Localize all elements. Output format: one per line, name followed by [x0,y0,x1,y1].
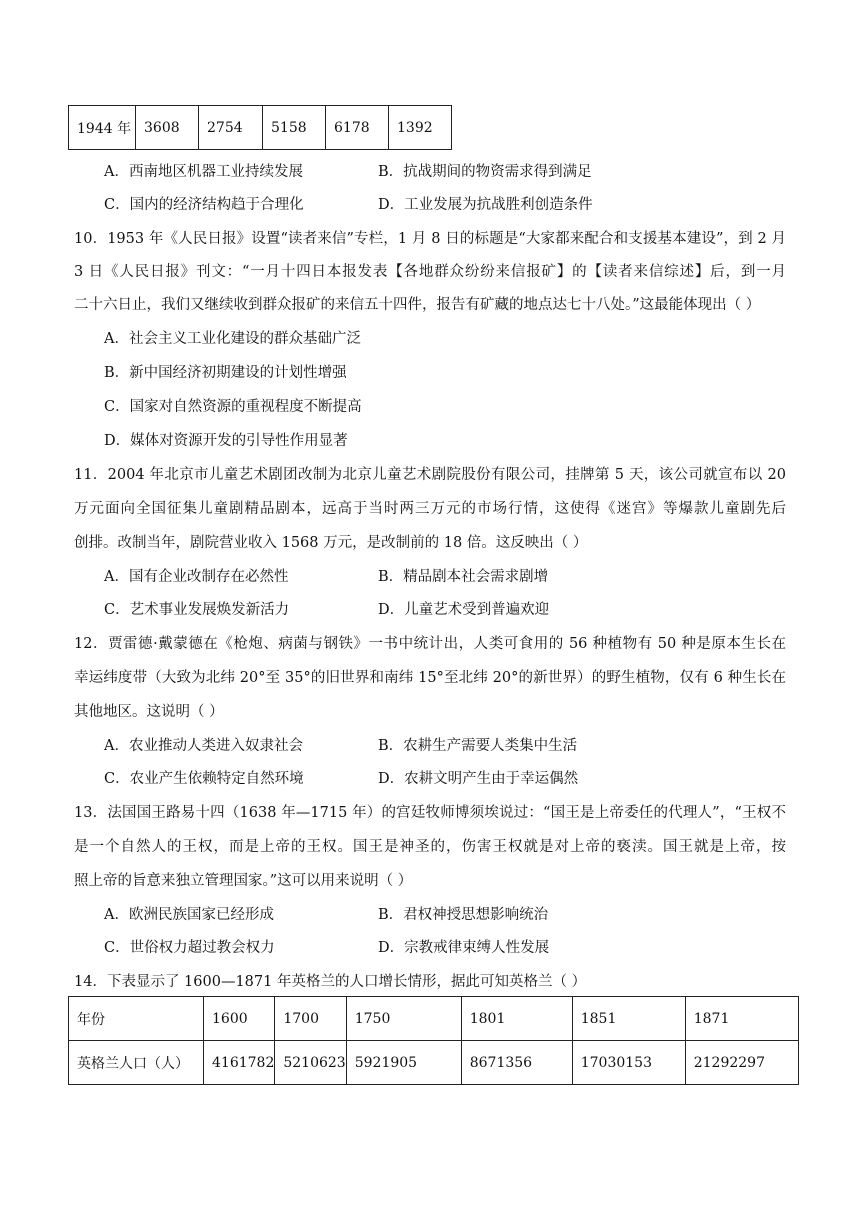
table-cell: 5158 [263,106,326,150]
q10-stem-line-3: 二十六日止，我们又继续收到群众报矿的来信五十四件，报告有矿藏的地点达七十八处。”这最能体现出（ ） [74,297,761,313]
q11-option-d[interactable]: D．儿童艺术受到普遍欢迎 [378,602,550,618]
table-header-cell: 1750 [346,997,461,1041]
table-cell: 8671356 [461,1041,572,1085]
table-header-cell: 1871 [685,997,798,1041]
table-header-cell: 1600 [204,997,275,1041]
q10-option-d[interactable]: D．媒体对资源开发的引导性作用显著 [104,433,348,449]
q13-option-d[interactable]: D．宗教戒律束缚人性发展 [378,940,550,956]
q13-option-a[interactable]: A．欧洲民族国家已经形成 [104,907,274,923]
q14-stem: 14．下表显示了 1600—1871 年英格兰的人口增长情形，据此可知英格兰（ ） [74,974,587,990]
q13-option-c[interactable]: C．世俗权力超过教会权力 [104,940,275,956]
q13-option-b[interactable]: B．君权神授思想影响统治 [378,907,549,923]
q13-stem-line-3: 照上帝的旨意来独立管理国家。”这可以用来说明（ ） [74,873,413,889]
table-cell: 1392 [389,106,452,150]
q12-stem-line-1: 12．贾雷德·戴蒙德在《枪炮、病菌与钢铁》一书中统计出，人类可食用的 56 种植物有 50 种是原本生长在 [74,636,786,652]
table-header-cell: 1700 [275,997,346,1041]
q13-stem-line-2: 是一个自然人的王权，而是上帝的王权。国王是神圣的，伤害王权就是对上帝的亵渎。国王就是上帝，按 [74,839,786,855]
q9-option-a[interactable]: A．西南地区机器工业持续发展 [104,164,303,180]
q14-population-table [68,996,799,1085]
q12-option-a[interactable]: A．农业推动人类进入奴隶社会 [104,738,303,754]
q11-option-c[interactable]: C．艺术事业发展焕发新活力 [104,602,290,618]
table-cell: 1944 年 [69,106,136,150]
table-cell: 6178 [326,106,389,150]
q10-stem-line-2: 3 日《人民日报》刊文：“一月十四日本报发表【各地群众纷纷来信报矿】的【读者来信综述】后，到一月 [74,264,786,280]
q10-stem-line-1: 10．1953 年《人民日报》设置“读者来信”专栏，1 月 8 日的标题是“大家都来配合和支援基本建设”，到 2 月 [74,231,786,247]
q11-option-a[interactable]: A．国有企业改制存在必然性 [104,569,289,585]
q12-option-c[interactable]: C．农业产生依赖特定自然环境 [104,771,304,787]
table-cell: 5921905 [346,1041,461,1085]
q12-option-d[interactable]: D．农耕文明产生由于幸运偶然 [378,771,579,787]
table-cell: 17030153 [572,1041,685,1085]
q11-stem-line-3: 创排。改制当年，剧院营业收入 1568 万元，是改制前的 18 倍。这反映出（ ） [74,535,588,551]
q10-option-a[interactable]: A．社会主义工业化建设的群众基础广泛 [104,331,361,347]
top-data-table [68,105,452,150]
q10-option-c[interactable]: C．国家对自然资源的重视程度不断提高 [104,399,362,415]
q12-option-b[interactable]: B．农耕生产需要人类集中生活 [378,738,578,754]
q13-stem-line-1: 13．法国国王路易十四（1638 年—1715 年）的宫廷牧师博须埃说过：“国王是上帝委任的代理人”，“王权不 [74,805,786,821]
table-header-cell: 1801 [461,997,572,1041]
table-header-cell: 1851 [572,997,685,1041]
table-cell: 3608 [136,106,199,150]
q12-stem-line-3: 其他地区。这说明（ ） [74,704,224,720]
q11-stem-line-1: 11．2004 年北京市儿童艺术剧团改制为北京儿童艺术剧院股份有限公司，挂牌第 5 天，该公司就宣布以 20 [74,467,786,483]
table-row [69,106,452,150]
table-cell: 5210623 [275,1041,346,1085]
table-header-row [69,997,799,1041]
q9-option-d[interactable]: D．工业发展为抗战胜利创造条件 [378,197,593,213]
table-header-cell: 年份 [69,997,204,1041]
q12-stem-line-2: 幸运纬度带（大致为北纬 20°至 35°的旧世界和南纬 15°至北纬 20°的新世界）的野生植物，仅有 6 种生长在 [74,670,786,686]
table-cell: 21292297 [685,1041,798,1085]
table-cell: 英格兰人口（人） [69,1041,204,1085]
q10-option-b[interactable]: B．新中国经济初期建设的计划性增强 [104,365,347,381]
q11-stem-line-2: 万元面向全国征集儿童剧精品剧本，远高于当时两三万元的市场行情，这使得《迷宫》等爆款儿童剧先后 [74,501,786,517]
q9-option-c[interactable]: C．国内的经济结构趋于合理化 [104,197,304,213]
table-cell: 4161782 [204,1041,275,1085]
q9-option-b[interactable]: B．抗战期间的物资需求得到满足 [378,164,592,180]
q11-option-b[interactable]: B．精品剧本社会需求剧增 [378,569,549,585]
table-cell: 2754 [199,106,263,150]
table-row [69,1041,799,1085]
